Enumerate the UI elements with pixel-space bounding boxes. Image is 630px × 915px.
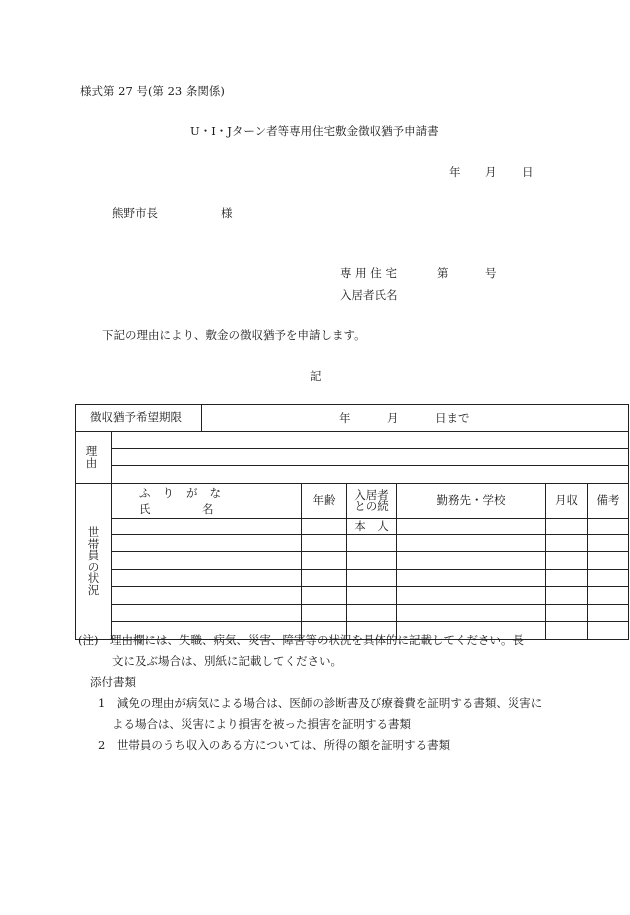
furigana-label: ふりがな — [139, 486, 233, 500]
period-year: 年 — [339, 411, 351, 425]
note-line-1: (注) 理由欄には、失職、病気、災害、障害等の状況を具体的に記載してください。長 — [78, 633, 524, 647]
date-month: 月 — [485, 165, 497, 179]
reason-label: 理 由 — [76, 432, 112, 484]
table-row — [76, 535, 629, 552]
table-row — [76, 519, 629, 535]
reason-line-3[interactable] — [112, 466, 629, 484]
housing-label: 専 用 住 宅 — [340, 266, 397, 280]
period-month: 月 — [387, 411, 399, 425]
attachments-heading: 添付書類 — [90, 675, 136, 689]
household-status-label: 世 帯 員 の 状 況 — [76, 484, 112, 640]
name-label-1: 氏 — [139, 502, 151, 516]
workplace-header: 勤務先・学校 — [397, 484, 546, 519]
period-until: 日まで — [435, 411, 470, 425]
period-label: 徴収猶予希望期限 — [76, 405, 202, 432]
relation-header: 入居者 との続 — [347, 484, 397, 519]
attachment-item-1-line-1: 1 減免の理由が病気による場合は、医師の診断書及び療養費を証明する書類、災害に — [98, 696, 543, 710]
table-row — [76, 570, 629, 587]
form-number: 様式第 27 号(第 23 条関係) — [80, 84, 225, 98]
date-year: 年 — [449, 165, 461, 179]
table-row — [76, 587, 629, 605]
period-field[interactable] — [202, 405, 629, 432]
date-day: 日 — [522, 165, 534, 179]
remarks-header: 備考 — [588, 484, 629, 519]
table-row — [76, 552, 629, 570]
attachment-item-2: 2 世帯員のうち収入のある方については、所得の額を証明する書類 — [98, 738, 451, 752]
document-title: U・I・Jターン者等専用住宅敷金徴収猶予申請書 — [190, 124, 439, 138]
name-label-2: 名 — [202, 502, 214, 516]
age-header: 年齢 — [302, 484, 347, 519]
request-text: 下記の理由により、敷金の徴収猶予を申請します。 — [102, 328, 366, 342]
note-line-2: 文に及ぶ場合は、別紙に記載してください。 — [112, 654, 342, 668]
period-row — [76, 405, 629, 432]
ki-mark: 記 — [310, 369, 322, 383]
housing-go: 号 — [485, 266, 497, 280]
housing-no: 第 — [437, 266, 449, 280]
attachment-item-1-line-2: よる場合は、災害により損害を被った損害を証明する書類 — [112, 717, 411, 731]
resident-name-label: 入居者氏名 — [340, 288, 398, 302]
income-header: 月収 — [546, 484, 588, 519]
self-label: 本 人 — [347, 519, 397, 535]
name-header — [112, 484, 302, 519]
table-row — [76, 605, 629, 622]
reason-line-1[interactable] — [112, 432, 629, 449]
addressee-honorific: 様 — [221, 206, 233, 220]
household-header-row — [76, 484, 629, 519]
reason-row — [76, 432, 629, 449]
addressee-name: 熊野市長 — [112, 206, 158, 220]
application-table — [75, 404, 629, 640]
reason-line-2[interactable] — [112, 449, 629, 466]
